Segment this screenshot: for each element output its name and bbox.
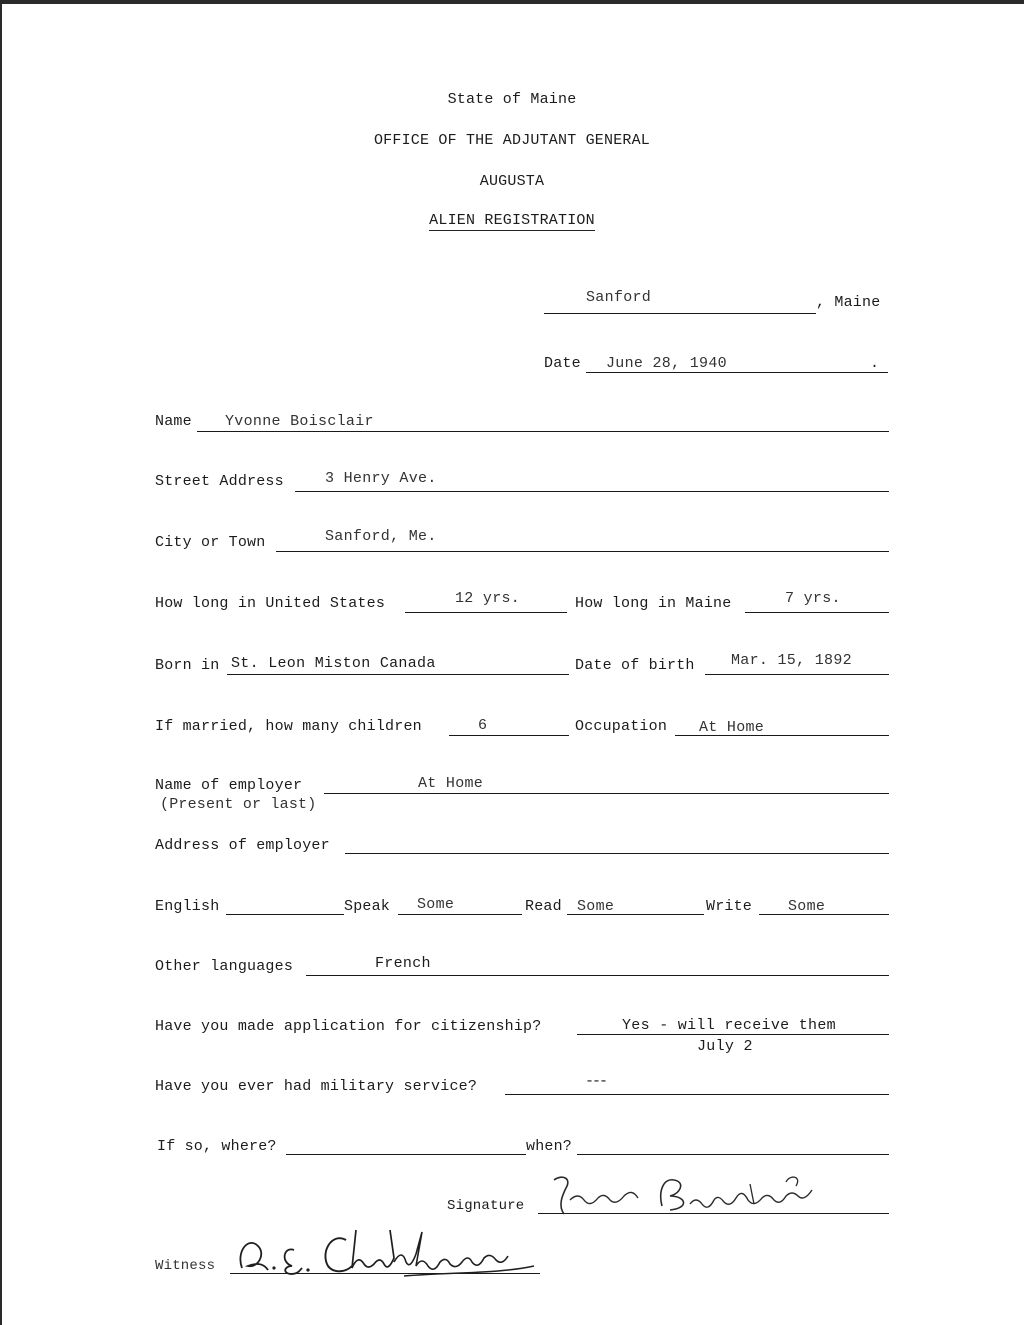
write-label: Write: [706, 898, 753, 915]
date-label: Date: [544, 355, 581, 372]
speak-label: Speak: [344, 898, 391, 915]
date-of-birth-label: Date of birth: [575, 657, 695, 674]
date-of-birth-value: Mar. 15, 1892: [731, 652, 852, 669]
date-line: [586, 372, 888, 373]
employer-name-sublabel: (Present or last): [160, 796, 317, 813]
write-value: Some: [788, 898, 826, 915]
military-service-value: ---: [585, 1073, 607, 1090]
name-value: Yvonne Boisclair: [225, 413, 374, 430]
years-maine-label: How long in Maine: [575, 595, 732, 612]
read-value: Some: [577, 898, 615, 915]
write-line: [759, 914, 889, 915]
citizenship-label: Have you made application for citizenship?: [155, 1018, 542, 1035]
military-service-line: [505, 1094, 889, 1095]
when-line: [577, 1154, 889, 1155]
city-town-value: Sanford, Me.: [325, 528, 437, 545]
english-label: English: [155, 898, 220, 915]
employer-name-value: At Home: [418, 775, 484, 792]
children-label: If married, how many children: [155, 718, 422, 735]
header-office: OFFICE OF THE ADJUTANT GENERAL: [373, 132, 651, 149]
speak-value: Some: [417, 896, 455, 913]
years-us-label: How long in United States: [155, 595, 386, 612]
date-value: June 28, 1940: [606, 355, 727, 372]
where-line: [286, 1154, 526, 1155]
town-line: [544, 313, 816, 314]
occupation-label: Occupation: [575, 718, 668, 735]
military-service-label: Have you ever had military service?: [155, 1078, 478, 1095]
name-line: [197, 431, 889, 432]
other-languages-value: French: [375, 955, 431, 972]
years-maine-value: 7 yrs.: [785, 590, 841, 607]
read-line: [567, 914, 704, 915]
name-label: Name: [155, 413, 192, 430]
born-in-value: St. Leon Miston Canada: [231, 655, 436, 672]
scan-edge-top: [0, 0, 1024, 4]
employer-name-line: [324, 793, 889, 794]
street-address-line: [295, 491, 889, 492]
children-line: [449, 735, 569, 736]
speak-line: [398, 914, 522, 915]
street-address-value: 3 Henry Ave.: [325, 470, 437, 487]
citizenship-line: [577, 1034, 889, 1035]
date-of-birth-line: [705, 674, 889, 675]
where-label: If so, where?: [157, 1138, 277, 1155]
years-us-value: 12 yrs.: [455, 590, 521, 607]
signature-handwriting: [540, 1170, 840, 1220]
header-city: AUGUSTA: [479, 173, 545, 190]
city-town-line: [276, 551, 889, 552]
employer-address-label: Address of employer: [155, 837, 330, 854]
witness-label: Witness: [155, 1258, 216, 1274]
date-end-mark: .: [870, 355, 880, 372]
city-town-label: City or Town: [155, 534, 266, 551]
scan-edge-left: [0, 0, 2, 1325]
signature-label: Signature: [447, 1198, 525, 1214]
witness-handwriting: [228, 1222, 548, 1280]
employer-address-line: [345, 853, 889, 854]
street-address-label: Street Address: [155, 473, 284, 490]
read-label: Read: [525, 898, 562, 915]
born-in-line: [227, 674, 569, 675]
other-languages-line: [306, 975, 889, 976]
other-languages-label: Other languages: [155, 958, 294, 975]
years-us-line: [405, 612, 567, 613]
form-title: ALIEN REGISTRATION: [429, 212, 595, 229]
citizenship-value: Yes - will receive them: [622, 1017, 836, 1034]
occupation-value: At Home: [699, 719, 765, 736]
english-line: [226, 914, 344, 915]
state-suffix: , Maine: [816, 294, 881, 311]
when-label: when?: [526, 1138, 573, 1155]
born-in-label: Born in: [155, 657, 220, 674]
town-value: Sanford: [586, 289, 652, 306]
occupation-line: [675, 735, 889, 736]
years-maine-line: [745, 612, 889, 613]
header-state: State of Maine: [447, 91, 577, 108]
citizenship-value-line2: July 2: [697, 1038, 753, 1055]
employer-name-label: Name of employer: [155, 777, 303, 794]
children-value: 6: [478, 717, 488, 734]
